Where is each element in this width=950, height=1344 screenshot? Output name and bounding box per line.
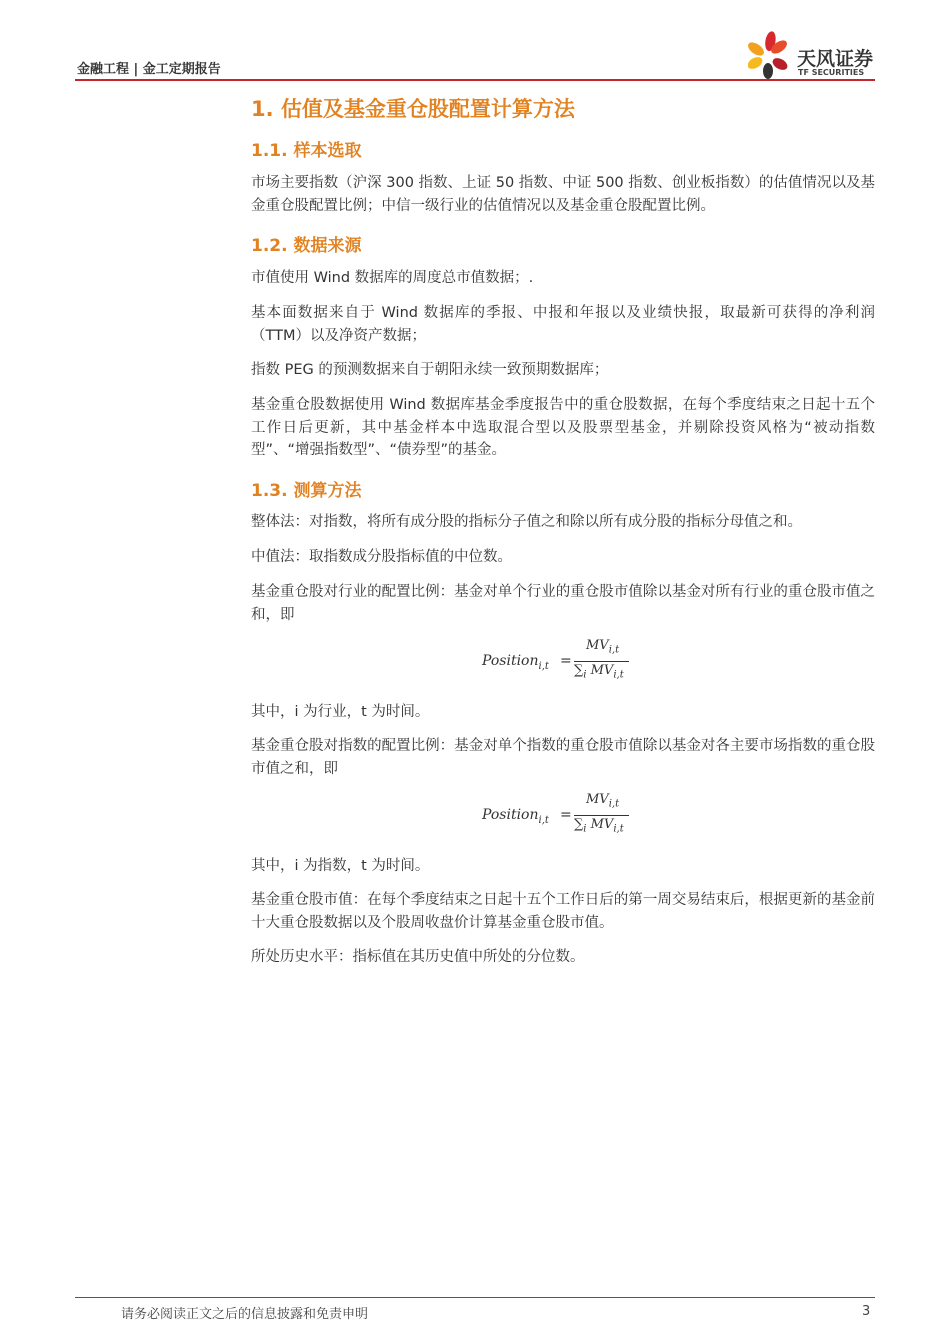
- formula-industry: Position$_{i,t}$ = $MV_{i,t}$ $\sum_i$ $MV_{i,t}$: [482, 642, 642, 688]
- paragraph: 基金重仓股对行业的配置比例：基金对单个行业的重仓股市值除以基金对所有行业的重仓股市值之和，即: [251, 584, 875, 623]
- section-title: 1. 估值及基金重仓股配置计算方法: [251, 97, 575, 121]
- subsection-title-sample: 1.1. 样本选取: [251, 141, 362, 161]
- paragraph: 市值使用 Wind 数据库的周度总市值数据；.: [251, 270, 534, 286]
- subsection-title-source: 1.2. 数据来源: [251, 236, 362, 256]
- paragraph: 基本面数据来自于 Wind 数据库的季报、中报和年报以及业绩快报，取最新可获得的净利润（TTM）以及净资产数据；: [251, 305, 875, 344]
- page-number: 3: [862, 1304, 871, 1319]
- footer-rule: [75, 1297, 875, 1298]
- paragraph: 市场主要指数（沪深 300 指数、上证 50 指数、中证 500 指数、创业板指数）的估值情况以及基金重仓股配置比例；中信一级行业的估值情况以及基金重仓股配置比例。: [251, 175, 875, 214]
- paragraph: 其中，i 为指数，t 为时间。: [251, 858, 430, 874]
- formula-index: Position$_{i,t}$ = $MV_{i,t}$ $\sum_i$ $MV_{i,t}$: [482, 796, 642, 842]
- paragraph: 整体法：对指数，将所有成分股的指标分子值之和除以所有成分股的指标分母值之和。: [251, 514, 802, 530]
- paragraph: 基金重仓股对指数的配置比例：基金对单个指数的重仓股市值除以基金对各主要市场指数的重仓股市值之和，即: [251, 738, 875, 777]
- paragraph: 其中，i 为行业，t 为时间。: [251, 704, 430, 720]
- paragraph: 指数 PEG 的预测数据来自于朝阳永续一致预期数据库；: [251, 362, 609, 378]
- logo-subtext: TF SECURITIES: [798, 68, 865, 77]
- paragraph: 基金重仓股市值：在每个季度结束之日起十五个工作日后的第一周交易结束后，根据更新的基金前十大重仓股数据以及个股周收盘价计算基金重仓股市值。: [251, 892, 875, 931]
- paragraph: 基金重仓股数据使用 Wind 数据库基金季度报告中的重仓股数据，在每个季度结束之日起十五个工作日后更新，其中基金样本中选取混合型以及股票型基金，并剔除投资风格为“被动指数型”、“增强指数型”、“债券型”的基金。: [251, 397, 875, 458]
- logo-text: 天风证券: [797, 48, 874, 70]
- header-rule: [75, 79, 875, 81]
- footer-disclaimer: 请务必阅读正文之后的信息披露和免责申明: [121, 1307, 369, 1322]
- paragraph: 所处历史水平：指标值在其历史值中所处的分位数。: [251, 949, 585, 965]
- subsection-title-method: 1.3. 测算方法: [251, 481, 362, 501]
- paragraph: 中值法：取指数成分股指标值的中位数。: [251, 549, 512, 565]
- header-left: 金融工程 | 金工定期报告: [77, 62, 221, 77]
